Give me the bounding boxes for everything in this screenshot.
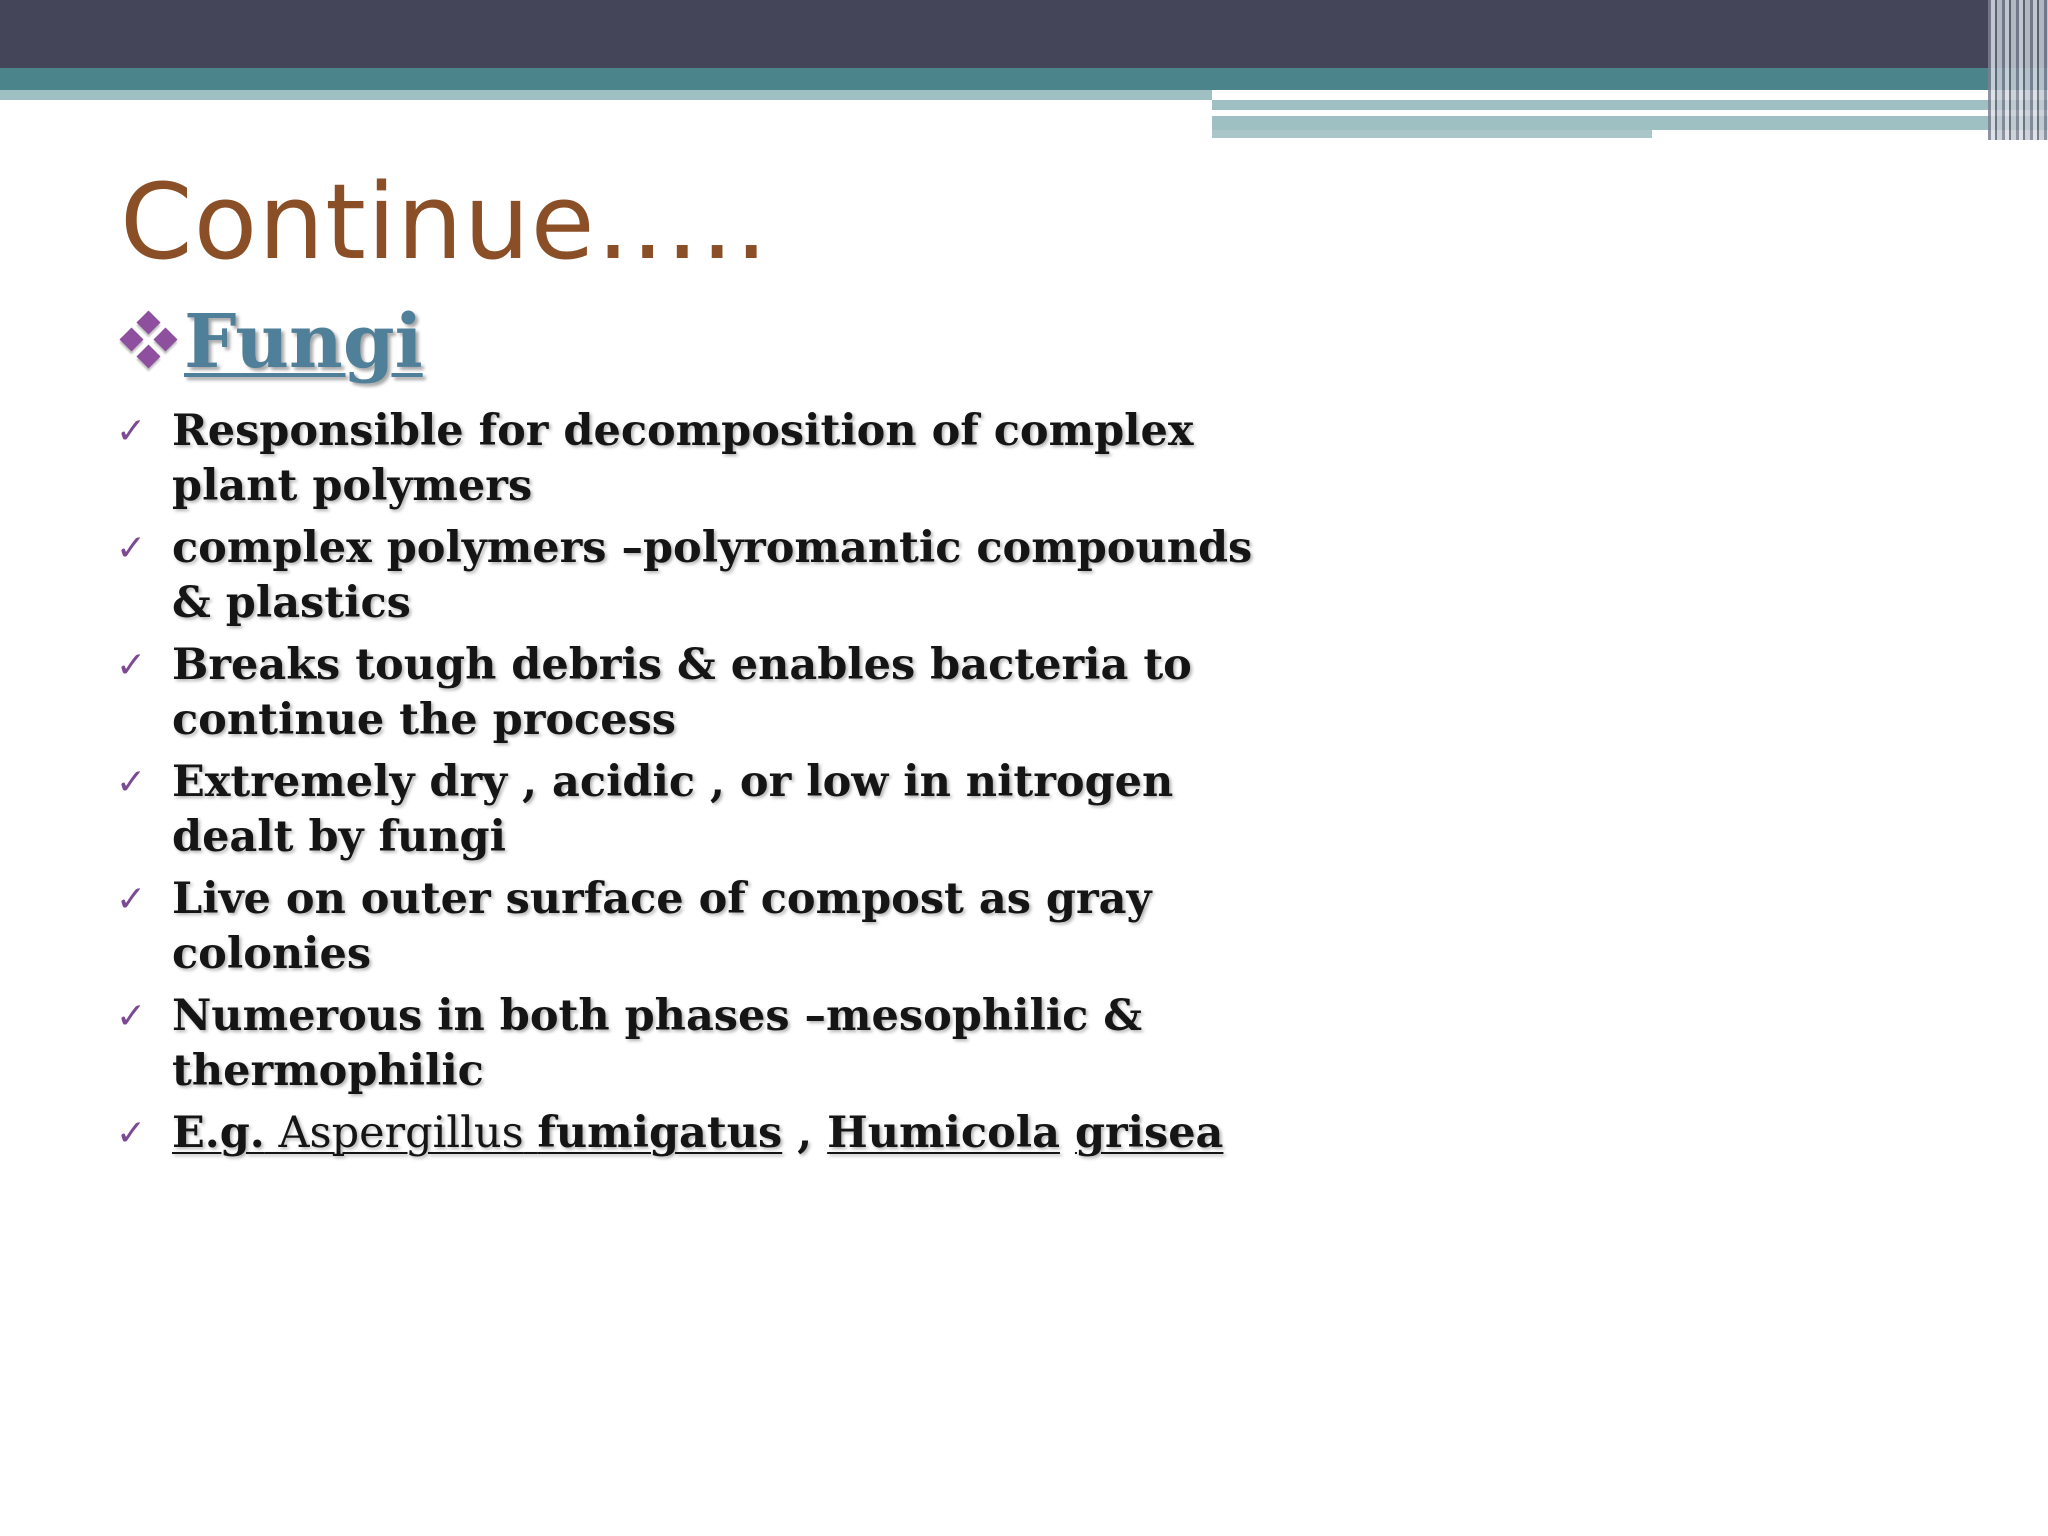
checkmark-icon: ✓ <box>116 528 147 569</box>
header-light-band <box>0 90 1212 100</box>
list-item <box>112 404 1312 514</box>
bullet-list <box>112 404 1312 1169</box>
example-genus-2: Humicola <box>827 1108 1060 1158</box>
example-species-2: grisea <box>1074 1108 1224 1158</box>
example-prefix: E.g. <box>172 1108 265 1158</box>
list-item <box>112 521 1312 631</box>
checkmark-icon: ✓ <box>116 996 147 1037</box>
section-heading <box>118 299 423 385</box>
checkmark-icon: ✓ <box>116 879 147 920</box>
bullet-text: Numerous in both phases –mesophilic & thermophilic <box>172 991 1143 1096</box>
bullet-text: Breaks tough debris & enables bacteria to continue the process <box>172 640 1192 745</box>
list-item <box>112 638 1312 748</box>
header-teal-band <box>0 68 2048 90</box>
bullet-text: Responsible for decomposition of complex plant polymers <box>172 406 1194 511</box>
genus-1-name: Aspergillus <box>278 1108 524 1158</box>
section-heading-text: Fungi <box>184 299 423 385</box>
slide-title: Continue….. <box>120 161 769 283</box>
list-item <box>112 872 1312 982</box>
example-separator: , <box>797 1108 813 1158</box>
example-text <box>172 1106 1223 1161</box>
checkmark-icon: ✓ <box>116 762 147 803</box>
bullet-text: Extremely dry , acidic , or low in nitrogen dealt by fungi <box>172 757 1174 862</box>
list-item-example <box>112 1106 1312 1162</box>
header-vertical-stripes <box>1988 0 2048 140</box>
list-item <box>112 755 1312 865</box>
list-item <box>112 989 1312 1099</box>
header-dark-band <box>0 0 2048 68</box>
four-diamond-bullet-icon <box>118 311 180 373</box>
example-genus-1 <box>265 1108 538 1158</box>
bullet-text: Live on outer surface of compost as gray colonies <box>172 874 1152 979</box>
header-right-band-bottom <box>1212 130 1652 138</box>
header-right-band <box>1212 100 2048 110</box>
bullet-text: complex polymers –polyromantic compounds & plastics <box>172 523 1253 628</box>
example-species-1: fumigatus <box>537 1108 783 1158</box>
checkmark-icon: ✓ <box>116 1113 147 1154</box>
checkmark-icon: ✓ <box>116 645 147 686</box>
header-right-band-lower <box>1212 116 2048 130</box>
checkmark-icon: ✓ <box>116 411 147 452</box>
